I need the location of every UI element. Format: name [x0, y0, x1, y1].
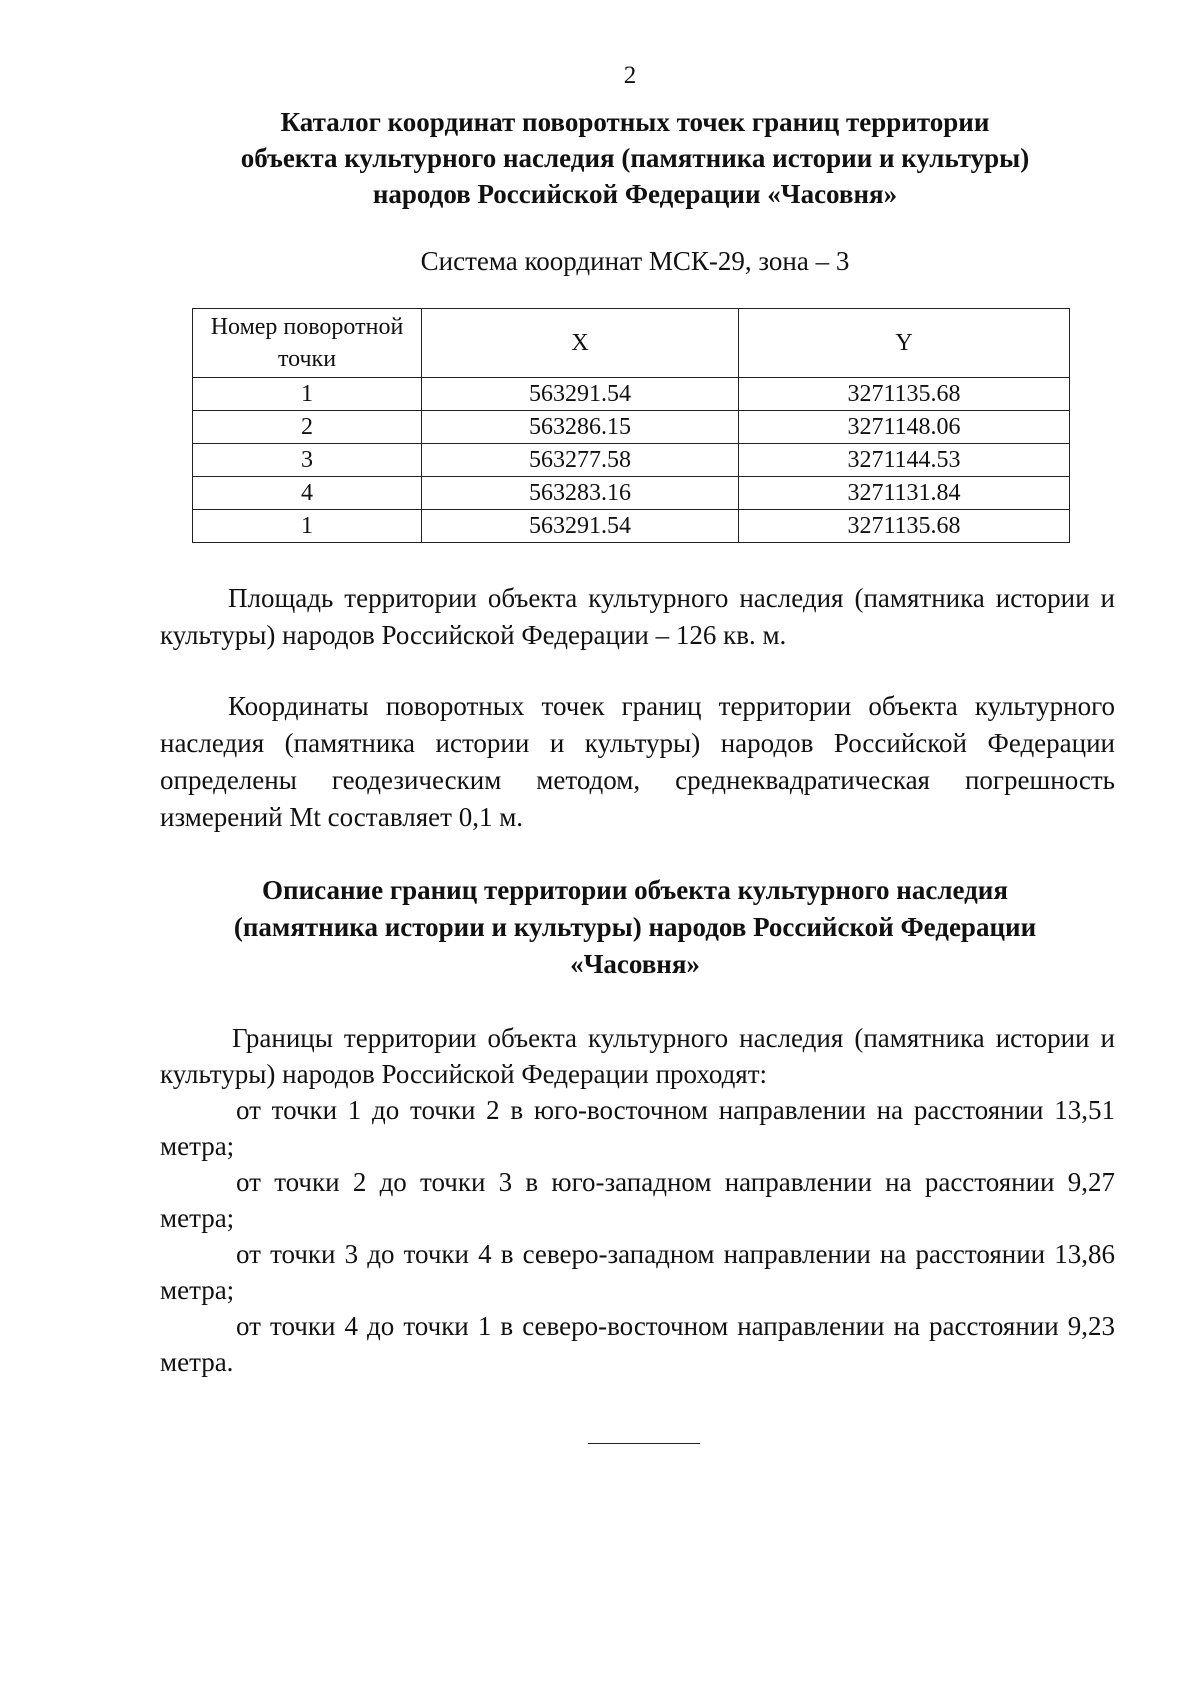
description-title-line: «Часовня»: [570, 949, 700, 979]
table-row: [193, 510, 1070, 543]
cell-point-number: 2: [193, 411, 422, 444]
table-row: [193, 411, 1070, 444]
boundary-segment: от точки 2 до точки 3 в юго-западном направлении на расстоянии 9,27 метра;: [160, 1167, 1115, 1233]
header-y: Y: [739, 309, 1070, 378]
cell-y: 3271131.84: [739, 477, 1070, 510]
table-header-row: [193, 309, 1070, 378]
cell-y: 3271148.06: [739, 411, 1070, 444]
coordinate-system-caption: Система координат МСК-29, зона – 3: [420, 246, 850, 276]
table-row: [193, 477, 1070, 510]
header-point-number: Номер поворотной точки: [193, 309, 422, 378]
cell-x: 563291.54: [422, 510, 739, 543]
cell-point-number: 4: [193, 477, 422, 510]
area-paragraph-text: Площадь территории объекта культурного наследия (памятника истории и культуры) народов Российской Федерации – 126 кв. м.: [160, 583, 1115, 650]
table-row: [193, 444, 1070, 477]
cell-y: 3271135.68: [739, 378, 1070, 411]
cell-x: 563286.15: [422, 411, 739, 444]
end-divider: [588, 1443, 700, 1444]
table-row: [193, 378, 1070, 411]
cell-point-number: 1: [193, 378, 422, 411]
boundary-segment: от точки 4 до точки 1 в северо-восточном направлении на расстоянии 9,23 метра.: [160, 1311, 1115, 1377]
area-paragraph: [160, 580, 1115, 654]
catalog-title-line: Каталог координат поворотных точек границ территории: [280, 107, 990, 137]
catalog-title-line: народов Российской Федерации «Часовня»: [372, 179, 898, 209]
boundary-segment: от точки 1 до точки 2 в юго-восточном направлении на расстоянии 13,51 метра;: [160, 1095, 1115, 1161]
boundary-segment: от точки 3 до точки 4 в северо-западном направлении на расстоянии 13,86 метра;: [160, 1239, 1115, 1305]
method-paragraph-text: Координаты поворотных точек границ территории объекта культурного наследия (памятника истории и культуры) народов Российской Федерации определены геодезическим методом, среднеквадратическая погрешность измерений Mt составляет 0,1 м.: [160, 691, 1115, 832]
cell-x: 563291.54: [422, 378, 739, 411]
boundary-intro: Границы территории объекта культурного наследия (памятника истории и культуры) народов Российской Федерации проходят:: [160, 1023, 1115, 1089]
cell-x: 563277.58: [422, 444, 739, 477]
catalog-title: [160, 104, 1110, 212]
cell-y: 3271135.68: [739, 510, 1070, 543]
cell-x: 563283.16: [422, 477, 739, 510]
page-number: 2: [623, 62, 637, 89]
description-title-line: (памятника истории и культуры) народов Российской Федерации: [233, 912, 1037, 942]
description-title-line: Описание границ территории объекта культурного наследия: [262, 875, 1008, 905]
description-title: [160, 872, 1110, 983]
cell-y: 3271144.53: [739, 444, 1070, 477]
cell-point-number: 3: [193, 444, 422, 477]
method-paragraph: [160, 688, 1115, 836]
boundary-description: [160, 1020, 1115, 1380]
header-x: X: [422, 309, 739, 378]
cell-point-number: 1: [193, 510, 422, 543]
catalog-title-line: объекта культурного наследия (памятника истории и культуры): [240, 143, 1030, 173]
coordinates-table: [192, 308, 1070, 543]
